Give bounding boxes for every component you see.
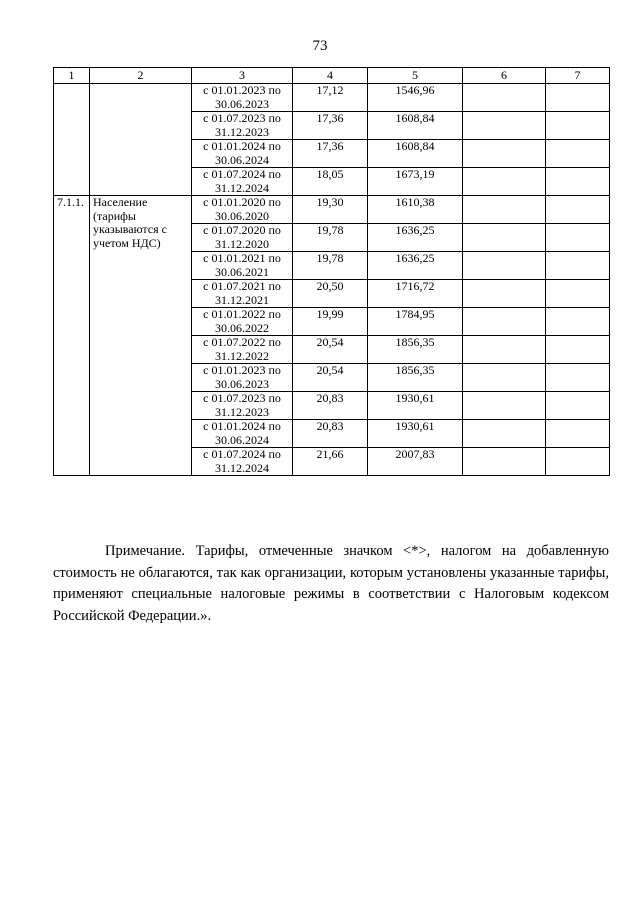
header-col-6: 6 — [463, 68, 546, 84]
period-end: 31.12.2020 — [215, 236, 269, 251]
col6-cell — [463, 224, 546, 252]
col6-cell — [463, 196, 546, 224]
header-col-2: 2 — [90, 68, 192, 84]
col7-cell — [546, 280, 610, 308]
period-cell — [192, 420, 293, 448]
tariff-rate-cell: 17,36 — [293, 112, 368, 140]
tariff-table — [53, 67, 610, 476]
item-number-cell — [54, 84, 90, 196]
header-col-4: 4 — [293, 68, 368, 84]
tariff-rate-cell: 19,78 — [293, 252, 368, 280]
tariff-value-cell: 1930,61 — [368, 420, 463, 448]
table-row — [54, 84, 610, 112]
period-end: 30.06.2024 — [215, 432, 269, 447]
col6-cell — [463, 140, 546, 168]
col7-cell — [546, 224, 610, 252]
period-cell — [192, 280, 293, 308]
table-note — [53, 541, 609, 627]
period-start: с 01.01.2021 по — [203, 251, 281, 265]
col6-cell — [463, 392, 546, 420]
period-end: 31.12.2024 — [215, 180, 269, 195]
period-end: 30.06.2021 — [215, 264, 269, 279]
period-start: с 01.01.2024 по — [203, 419, 281, 433]
note-text: Примечание. Тарифы, отмеченные значком <*>, налогом на добавленную стоимость не облагаются, так как организации, которым установлены указанные тарифы, применяют специальные налоговые режимы в соответствии с Налоговым кодексом Российской Федерации.». — [53, 543, 609, 624]
period-start: с 01.07.2024 по — [203, 447, 281, 461]
period-start: с 01.01.2020 по — [203, 195, 281, 209]
item-number-cell: 7.1.1. — [54, 196, 90, 476]
period-start: с 01.07.2021 по — [203, 279, 281, 293]
period-end: 31.12.2023 — [215, 124, 269, 139]
period-cell — [192, 196, 293, 224]
tariff-rate-cell: 18,05 — [293, 168, 368, 196]
period-cell — [192, 140, 293, 168]
tariff-value-cell: 1716,72 — [368, 280, 463, 308]
period-start: с 01.07.2020 по — [203, 223, 281, 237]
period-end: 31.12.2021 — [215, 292, 269, 307]
tariff-rate-cell: 17,12 — [293, 84, 368, 112]
table-header-row — [54, 68, 610, 84]
period-cell — [192, 84, 293, 112]
tariff-rate-cell: 20,54 — [293, 364, 368, 392]
period-cell — [192, 168, 293, 196]
col6-cell — [463, 420, 546, 448]
period-end: 31.12.2023 — [215, 404, 269, 419]
tariff-value-cell: 1856,35 — [368, 364, 463, 392]
col6-cell — [463, 112, 546, 140]
period-cell — [192, 364, 293, 392]
page-number: 73 — [312, 38, 328, 54]
tariff-value-cell: 1673,19 — [368, 168, 463, 196]
tariff-rate-cell: 20,83 — [293, 420, 368, 448]
period-end: 30.06.2020 — [215, 208, 269, 223]
period-start: с 01.01.2022 по — [203, 307, 281, 321]
tariff-value-cell: 1608,84 — [368, 112, 463, 140]
tariff-value-cell: 2007,83 — [368, 448, 463, 476]
period-start: с 01.01.2024 по — [203, 139, 281, 153]
col6-cell — [463, 364, 546, 392]
table-row — [54, 196, 610, 224]
col7-cell — [546, 308, 610, 336]
tariff-value-cell: 1610,38 — [368, 196, 463, 224]
period-start: с 01.01.2023 по — [203, 363, 281, 377]
col6-cell — [463, 252, 546, 280]
tariff-value-cell: 1784,95 — [368, 308, 463, 336]
tariff-value-cell: 1930,61 — [368, 392, 463, 420]
col6-cell — [463, 448, 546, 476]
col7-cell — [546, 112, 610, 140]
period-end: 30.06.2023 — [215, 376, 269, 391]
period-start: с 01.07.2024 по — [203, 167, 281, 181]
tariff-rate-cell: 20,50 — [293, 280, 368, 308]
tariff-rate-cell: 20,54 — [293, 336, 368, 364]
tariff-value-cell: 1856,35 — [368, 336, 463, 364]
period-start: с 01.01.2023 по — [203, 83, 281, 97]
col7-cell — [546, 196, 610, 224]
period-end: 30.06.2024 — [215, 152, 269, 167]
period-cell — [192, 112, 293, 140]
col7-cell — [546, 84, 610, 112]
col6-cell — [463, 168, 546, 196]
col6-cell — [463, 84, 546, 112]
col7-cell — [546, 140, 610, 168]
col7-cell — [546, 336, 610, 364]
tariff-rate-cell: 19,99 — [293, 308, 368, 336]
tariff-rate-cell: 21,66 — [293, 448, 368, 476]
period-cell — [192, 448, 293, 476]
col7-cell — [546, 420, 610, 448]
col7-cell — [546, 252, 610, 280]
tariff-rate-cell: 17,36 — [293, 140, 368, 168]
period-cell — [192, 308, 293, 336]
period-cell — [192, 336, 293, 364]
col7-cell — [546, 448, 610, 476]
period-start: с 01.07.2023 по — [203, 391, 281, 405]
col7-cell — [546, 168, 610, 196]
period-start: с 01.07.2023 по — [203, 111, 281, 125]
col7-cell — [546, 364, 610, 392]
col6-cell — [463, 336, 546, 364]
period-cell — [192, 252, 293, 280]
period-end: 31.12.2024 — [215, 460, 269, 475]
period-start: с 01.07.2022 по — [203, 335, 281, 349]
col6-cell — [463, 308, 546, 336]
tariff-value-cell: 1636,25 — [368, 224, 463, 252]
period-cell — [192, 224, 293, 252]
period-end: 31.12.2022 — [215, 348, 269, 363]
header-col-1: 1 — [54, 68, 90, 84]
consumer-category-cell — [90, 84, 192, 196]
period-cell — [192, 392, 293, 420]
header-col-3: 3 — [192, 68, 293, 84]
tariff-value-cell: 1636,25 — [368, 252, 463, 280]
tariff-value-cell: 1546,96 — [368, 84, 463, 112]
tariff-value-cell: 1608,84 — [368, 140, 463, 168]
consumer-category-cell: Население (тарифы указываются с учетом НДС) — [90, 196, 192, 476]
period-end: 30.06.2023 — [215, 96, 269, 111]
tariff-rate-cell: 19,78 — [293, 224, 368, 252]
period-end: 30.06.2022 — [215, 320, 269, 335]
tariff-rate-cell: 19,30 — [293, 196, 368, 224]
header-col-7: 7 — [546, 68, 610, 84]
col7-cell — [546, 392, 610, 420]
tariff-rate-cell: 20,83 — [293, 392, 368, 420]
header-col-5: 5 — [368, 68, 463, 84]
col6-cell — [463, 280, 546, 308]
